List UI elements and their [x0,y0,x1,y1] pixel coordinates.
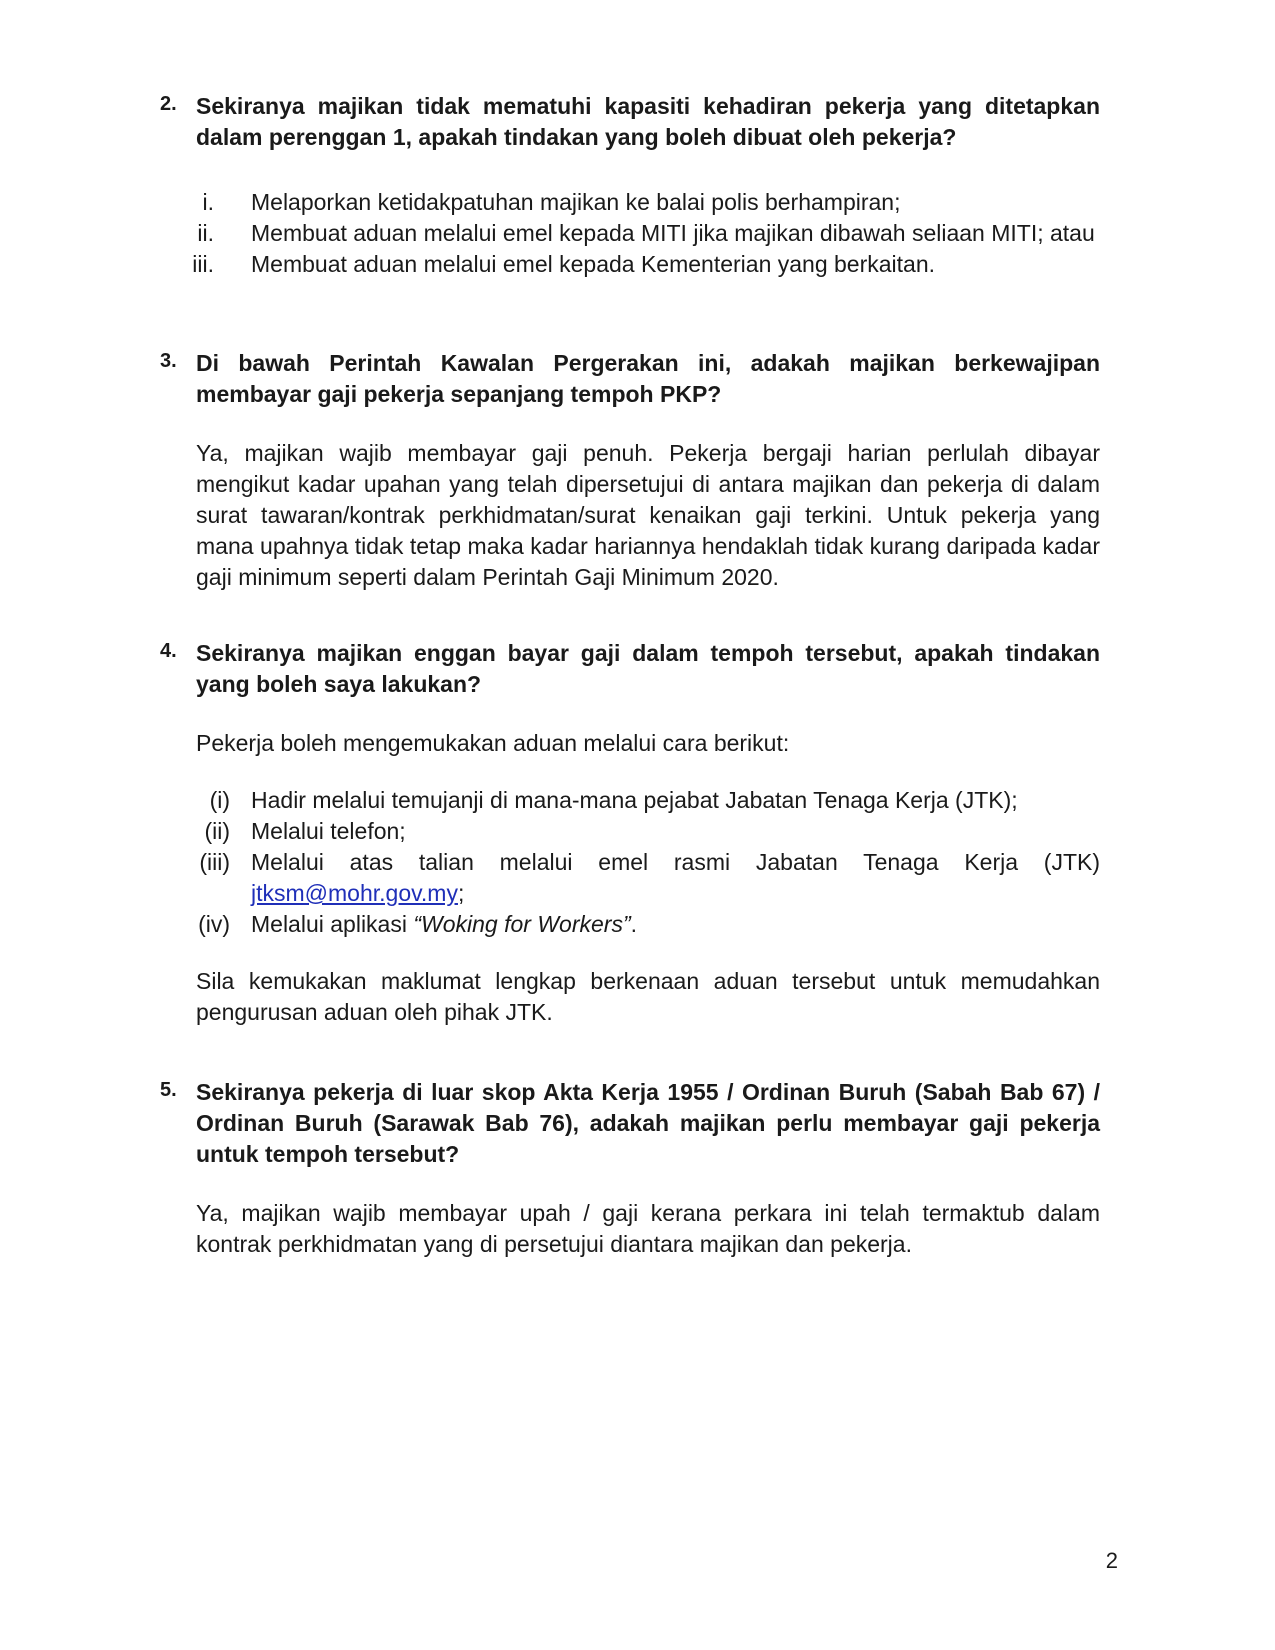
list-item [196,847,1100,909]
section-number: 4. [160,640,177,662]
section-3 [160,348,1100,593]
list-text [251,847,1100,909]
list-text: Hadir melalui temujanji di mana-mana pejabat Jabatan Tenaga Kerja (JTK); [251,787,1018,813]
complaint-list [196,785,1100,940]
section-2 [160,91,1100,280]
list-text: Membuat aduan melalui emel kepada MITI jika majikan dibawah seliaan MITI; atau [251,220,1095,246]
section-5 [160,1077,1100,1260]
list-item [196,909,1100,940]
section-number: 2. [160,93,177,115]
section-question: Di bawah Perintah Kawalan Pergerakan ini, adakah majikan berkewajipan membayar gaji pekerja sepanjang tempoh PKP? [196,350,1100,407]
page-number: 2 [1105,1548,1118,1573]
list-item [196,785,1100,816]
list-marker: i. [202,189,214,215]
email-link[interactable]: jtksm@mohr.gov.my [251,880,458,906]
section-4 [160,638,1100,1028]
list-marker: (iii) [199,849,230,875]
section-answer: Ya, majikan wajib membayar upah / gaji kerana perkara ini telah termaktub dalam kontrak perkhidmatan yang di persetujui diantara majikan dan pekerja. [196,1200,1100,1257]
list-item [196,218,1100,249]
section-closing: Sila kemukakan maklumat lengkap berkenaan aduan tersebut untuk memudahkan pengurusan aduan oleh pihak JTK. [196,968,1100,1025]
list-text: Melaporkan ketidakpatuhan majikan ke balai polis berhampiran; [251,189,901,215]
section-question: Sekiranya pekerja di luar skop Akta Kerja 1955 / Ordinan Buruh (Sabah Bab 67) / Ordinan Buruh (Sarawak Bab 76), adakah majikan perlu membayar gaji pekerja untuk tempoh tersebut? [196,1079,1100,1167]
section-answer: Ya, majikan wajib membayar gaji penuh. Pekerja bergaji harian perlulah dibayar mengikut kadar upahan yang telah dipersetujui di antara majikan dan pekerja di dalam surat tawaran/kontrak perkhidmatan/surat kenaikan gaji terkini. Untuk pekerja yang mana upahnya tidak tetap maka kadar hariannya hendaklah tidak kurang daripada kadar gaji minimum seperti dalam Perintah Gaji Minimum 2020. [196,440,1100,590]
list-item [192,249,1100,280]
app-name: “Woking for Workers” [413,911,631,937]
list-item [196,187,1100,218]
list-text: Membuat aduan melalui emel kepada Kementerian yang berkaitan. [251,251,936,277]
list-text-suffix: ; [457,880,465,906]
list-marker: iii. [192,251,214,277]
list-text: Melalui telefon; [251,818,406,844]
section-question: Sekiranya majikan tidak mematuhi kapasiti kehadiran pekerja yang ditetapkan dalam perenggan 1, apakah tindakan yang boleh dibuat oleh pekerja? [196,93,1100,150]
section-question: Sekiranya majikan enggan bayar gaji dalam tempoh tersebut, apakah tindakan yang boleh saya lakukan? [196,640,1100,697]
list-marker: (i) [209,787,230,813]
list-text [251,909,1100,940]
list-text-main: Melalui atas talian melalui emel rasmi Jabatan Tenaga Kerja (JTK) [251,849,1100,875]
section-number: 3. [160,350,177,372]
action-list [192,187,1100,280]
list-marker: (ii) [204,818,230,844]
section-number: 5. [160,1079,177,1101]
list-marker: (iv) [198,911,230,937]
list-text-suffix: . [630,911,637,937]
list-item [196,816,1100,847]
section-intro: Pekerja boleh mengemukakan aduan melalui cara berikut: [196,730,790,756]
list-marker: ii. [197,220,214,246]
list-text-main: Melalui aplikasi [251,911,414,937]
